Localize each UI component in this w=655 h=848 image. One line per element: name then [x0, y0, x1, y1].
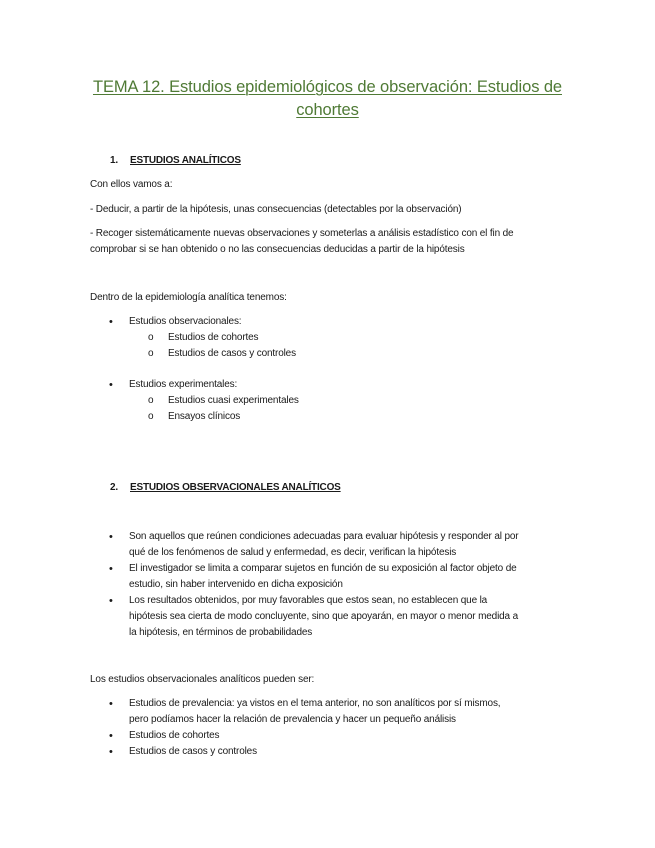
list-item: [109, 593, 569, 641]
circle-bullet-icon: o: [148, 411, 154, 422]
list-item-label: Estudios experimentales:: [129, 379, 238, 390]
sub-list-item-label: Estudios cuasi experimentales: [168, 395, 299, 406]
section-1-intro: Con ellos vamos a:: [90, 179, 173, 190]
bullet-icon: •: [109, 531, 113, 543]
list-item: [109, 696, 569, 728]
list-item-line: pero podíamos hacer la relación de prevalencia y hacer un pequeño análisis: [129, 714, 456, 725]
list-item-line: qué de los fenómenos de salud y enfermedad, es decir, verifican la hipótesis: [129, 547, 457, 558]
bullet-icon: •: [109, 746, 113, 758]
sub-list-item-label: Estudios de cohortes: [168, 332, 259, 343]
section-1-number: 1.: [110, 155, 118, 166]
list-item-line: Estudios de prevalencia: ya vistos en el tema anterior, no son analíticos por sí mismos,: [129, 698, 501, 709]
bullet-icon: •: [109, 563, 113, 575]
section-2-number: 2.: [110, 482, 118, 493]
list-item-line: Son aquellos que reúnen condiciones adecuadas para evaluar hipótesis y responder al por: [129, 531, 519, 542]
sub-list-item-label: Ensayos clínicos: [168, 411, 241, 422]
list-item-observacionales: [109, 314, 569, 330]
list-item: [109, 744, 569, 760]
circle-bullet-icon: o: [148, 332, 154, 343]
list-item-line: estudio, sin haber intervenido en dicha exposición: [129, 579, 343, 590]
section-1-paragraph-1: - Deducir, a partir de la hipótesis, unas consecuencias (detectables por la observación): [90, 204, 462, 215]
sub-list-item: [148, 409, 241, 425]
list-item-label: Estudios observacionales:: [129, 316, 242, 327]
paragraph-2-line-2: comprobar si se han obtenido o no las consecuencias deducidas a partir de la hipótesis: [90, 244, 465, 255]
section-1-paragraph-3: Dentro de la epidemiología analítica tenemos:: [90, 292, 287, 303]
paragraph-2-line-1: - Recoger sistemáticamente nuevas observaciones y someterlas a análisis estadístico con el fin de: [90, 228, 514, 239]
list-item: [109, 529, 569, 561]
section-1-paragraph-2: [90, 226, 570, 258]
list-item-line: Los resultados obtenidos, por muy favorables que estos sean, no establecen que la: [129, 595, 488, 606]
bullet-icon: •: [109, 379, 113, 391]
section-2-heading: [110, 482, 341, 493]
bullet-icon: •: [109, 730, 113, 742]
list-item-line: El investigador se limita a comparar sujetos en función de su exposición al factor objeto de: [129, 563, 517, 574]
section-2-types-intro: Los estudios observacionales analíticos pueden ser:: [90, 674, 315, 685]
sub-list-item: [148, 346, 296, 362]
list-item-line: hipótesis sea cierta de modo concluyente, sino que apoyarán, en mayor o menor medida a: [129, 611, 519, 622]
list-item-line: Estudios de cohortes: [129, 730, 220, 741]
section-1-heading: [110, 155, 241, 166]
section-2-title: ESTUDIOS OBSERVACIONALES ANALÍTICOS: [130, 482, 341, 493]
circle-bullet-icon: o: [148, 348, 154, 359]
sub-list-item: [148, 393, 299, 409]
list-item: [109, 561, 569, 593]
bullet-icon: •: [109, 316, 113, 328]
page-title: TEMA 12. Estudios epidemiológicos de observación: Estudios de cohortes: [92, 78, 562, 119]
list-item-experimentales: [109, 377, 569, 393]
list-item-line: la hipótesis, en términos de probabilidades: [129, 627, 313, 638]
sub-list-item-label: Estudios de casos y controles: [168, 348, 296, 359]
list-item-line: Estudios de casos y controles: [129, 746, 257, 757]
bullet-icon: •: [109, 698, 113, 710]
circle-bullet-icon: o: [148, 395, 154, 406]
list-item: [109, 728, 569, 744]
bullet-icon: •: [109, 595, 113, 607]
sub-list-item: [148, 330, 259, 346]
section-1-title: ESTUDIOS ANALÍTICOS: [130, 155, 241, 166]
